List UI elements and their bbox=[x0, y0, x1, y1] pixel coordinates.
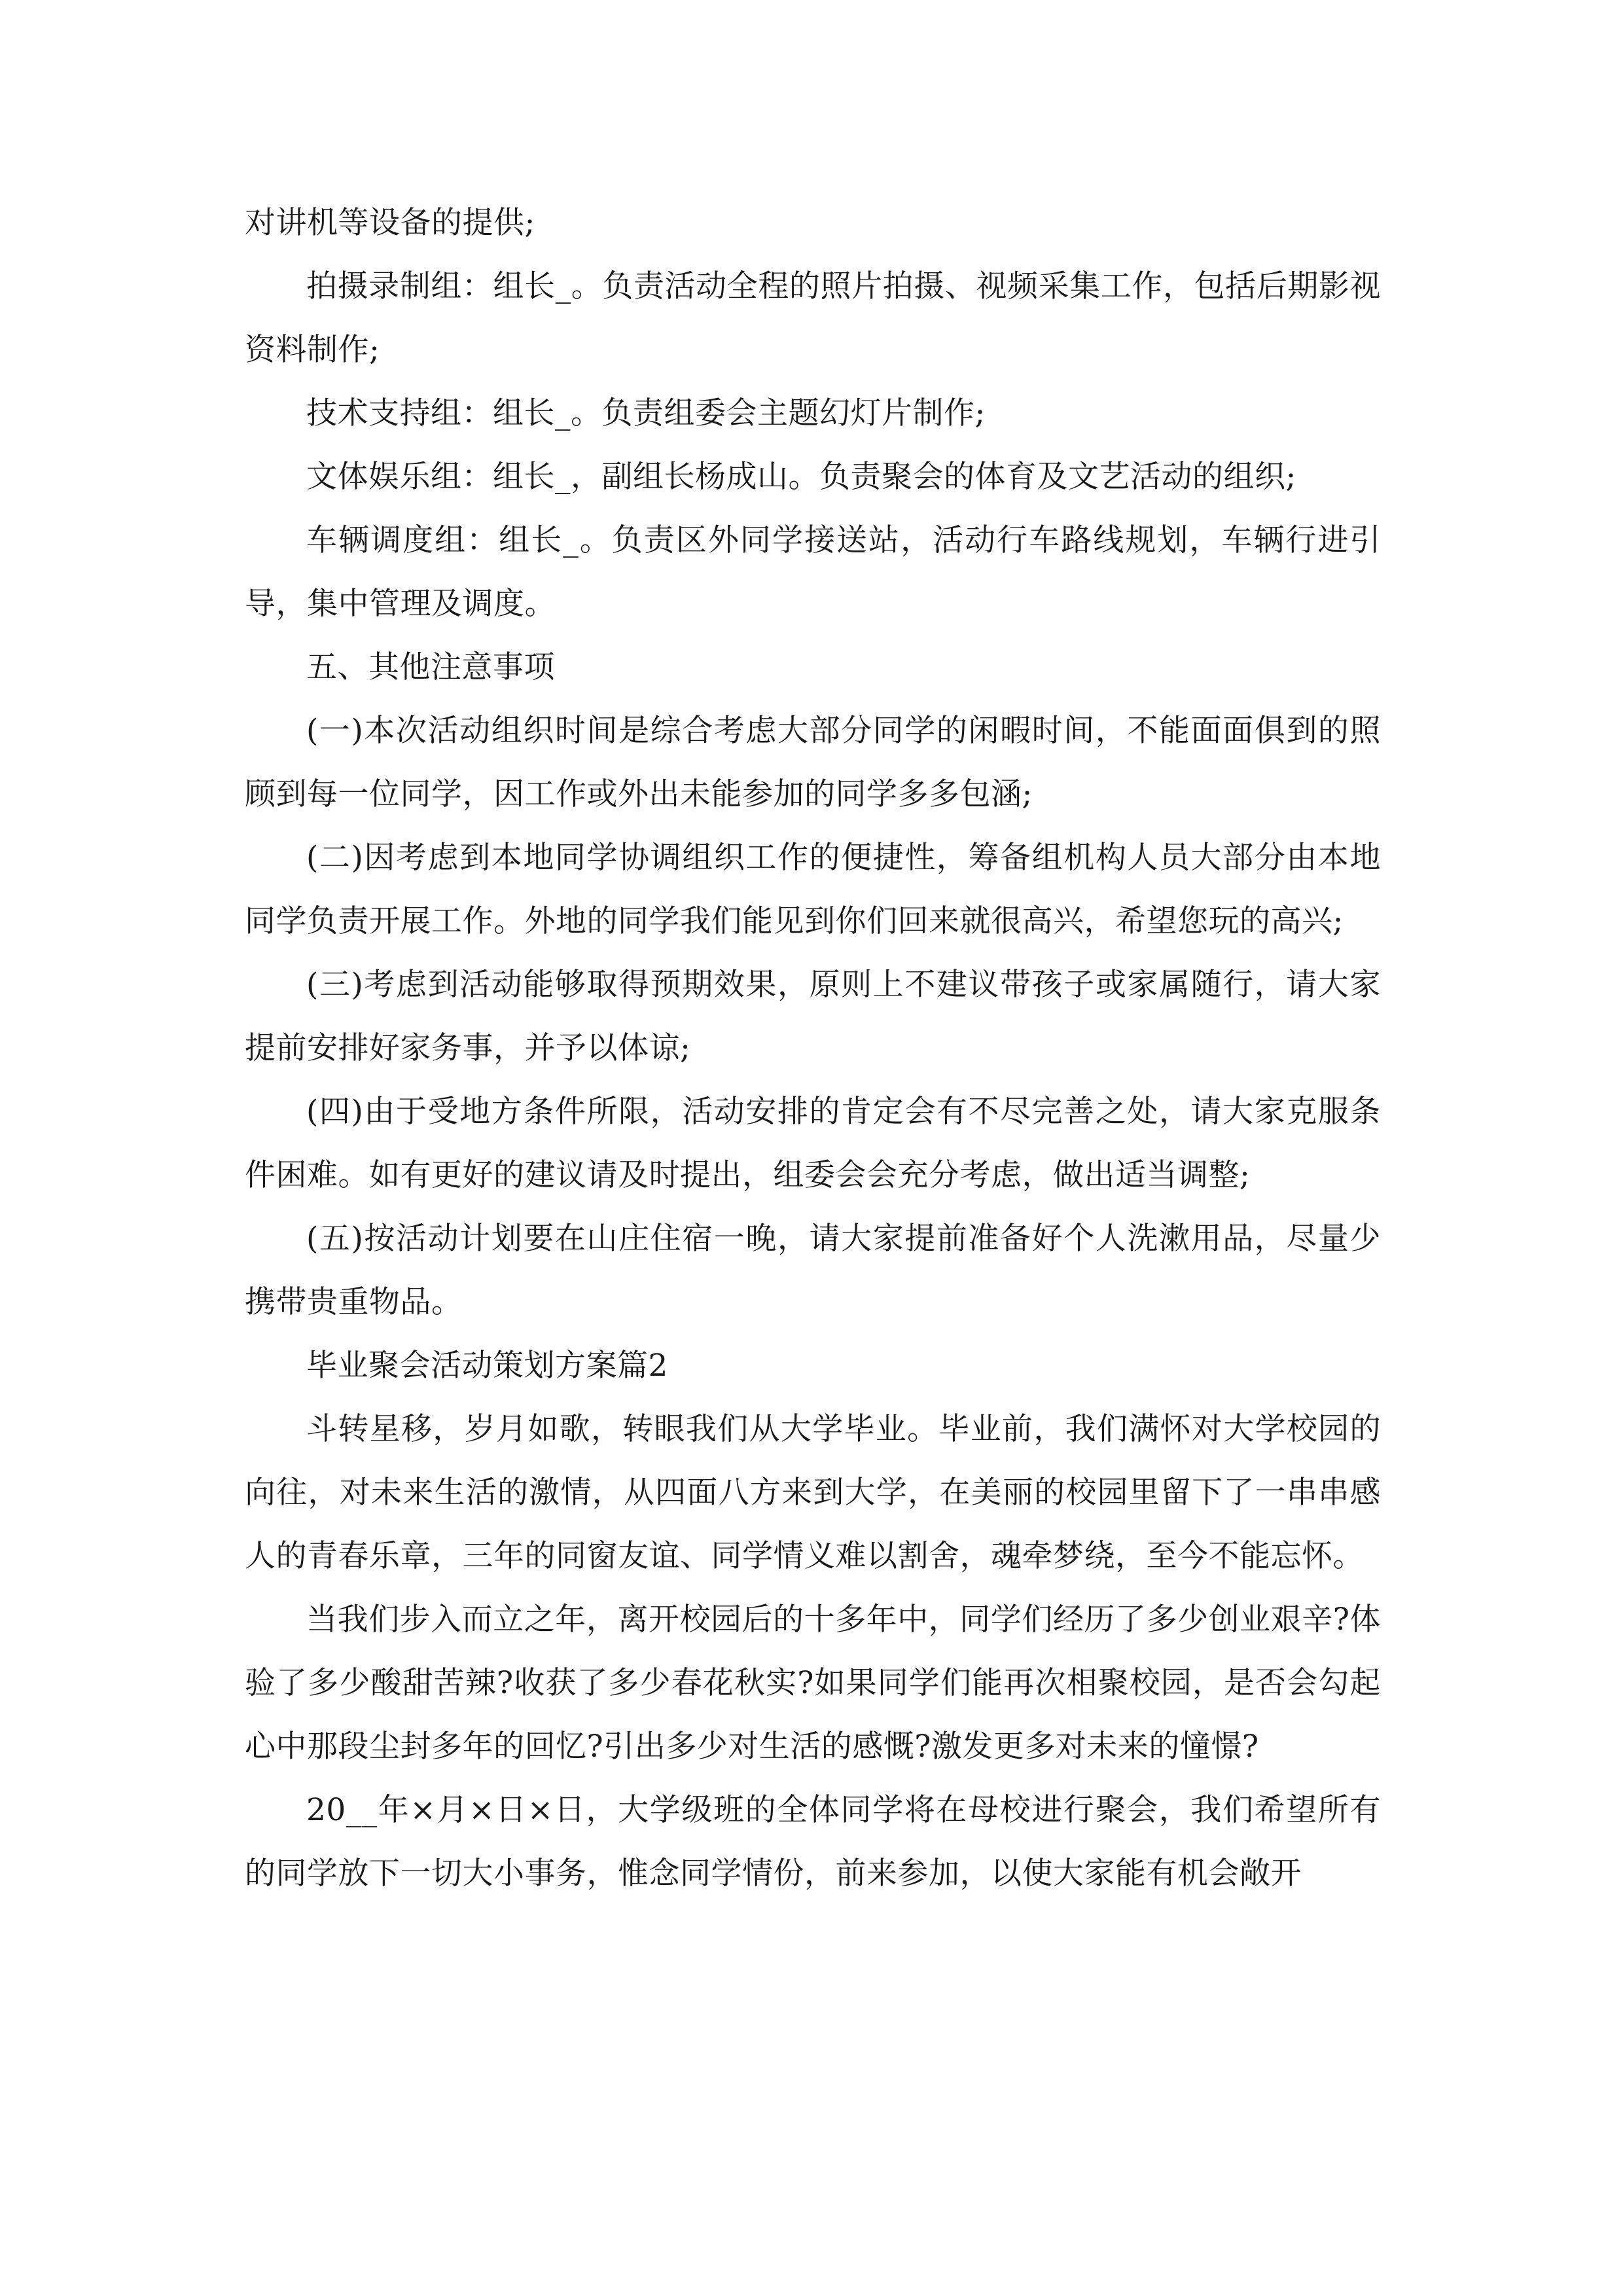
paragraph-note-5: (五)按活动计划要在山庄住宿一晚，请大家提前准备好个人洗漱用品，尽量少携带贵重物品。 bbox=[245, 1221, 1381, 1320]
document-body bbox=[245, 191, 1381, 1905]
paragraph-reunion-date: 20__年×月×日×日，大学级班的全体同学将在母校进行聚会，我们希望所有的同学放下一切大小事务，惟念同学情份，前来参加，以使大家能有机会敞开 bbox=[245, 1792, 1381, 1892]
paragraph-tech-support-group: 技术支持组：组长_。负责组委会主题幻灯片制作; bbox=[306, 395, 986, 431]
paragraph-note-1: (一)本次活动组织时间是综合考虑大部分同学的闲暇时间，不能面面俱到的照顾到每一位同学，因工作或外出未能参加的同学多多包涵; bbox=[245, 713, 1381, 812]
paragraph-note-4: (四)由于受地方条件所限，活动安排的肯定会有不尽完善之处，请大家克服条件困难。如有更好的建议请及时提出，组委会会充分考虑，做出适当调整; bbox=[245, 1094, 1381, 1193]
paragraph-reflection: 当我们步入而立之年，离开校园后的十多年中，同学们经历了多少创业艰辛?体验了多少酸甜苦辣?收获了多少春花秋实?如果同学们能再次相聚校园，是否会勾起心中那段尘封多年的回忆?引出多少对生活的感慨?激发更多对未来的憧憬? bbox=[245, 1602, 1381, 1765]
paragraph-note-3: (三)考虑到活动能够取得预期效果，原则上不建议带孩子或家属随行，请大家提前安排好家务事，并予以体谅; bbox=[245, 967, 1381, 1066]
paragraph-entertainment-group: 文体娱乐组：组长_，副组长杨成山。负责聚会的体育及文艺活动的组织; bbox=[306, 459, 1296, 495]
section-heading-plan-2: 毕业聚会活动策划方案篇2 bbox=[306, 1348, 668, 1384]
paragraph-vehicle-group: 车辆调度组：组长_。负责区外同学接送站，活动行车路线规划，车辆行进引导，集中管理及调度。 bbox=[245, 522, 1381, 622]
paragraph-intro: 斗转星移，岁月如歌，转眼我们从大学毕业。毕业前，我们满怀对大学校园的向往，对未来生活的激情，从四面八方来到大学，在美丽的校园里留下了一串串感人的青春乐章，三年的同窗友谊、同学情义难以割舍，魂牵梦绕，至今不能忘怀。 bbox=[245, 1411, 1381, 1574]
paragraph-equipment-continued: 对讲机等设备的提供; bbox=[245, 205, 535, 241]
section-heading-other-notes: 五、其他注意事项 bbox=[306, 649, 555, 685]
paragraph-filming-group: 拍摄录制组：组长_。负责活动全程的照片拍摄、视频采集工作，包括后期影视资料制作; bbox=[245, 268, 1381, 368]
paragraph-note-2: (二)因考虑到本地同学协调组织工作的便捷性，筹备组机构人员大部分由本地同学负责开展工作。外地的同学我们能见到你们回来就很高兴，希望您玩的高兴; bbox=[245, 840, 1381, 939]
